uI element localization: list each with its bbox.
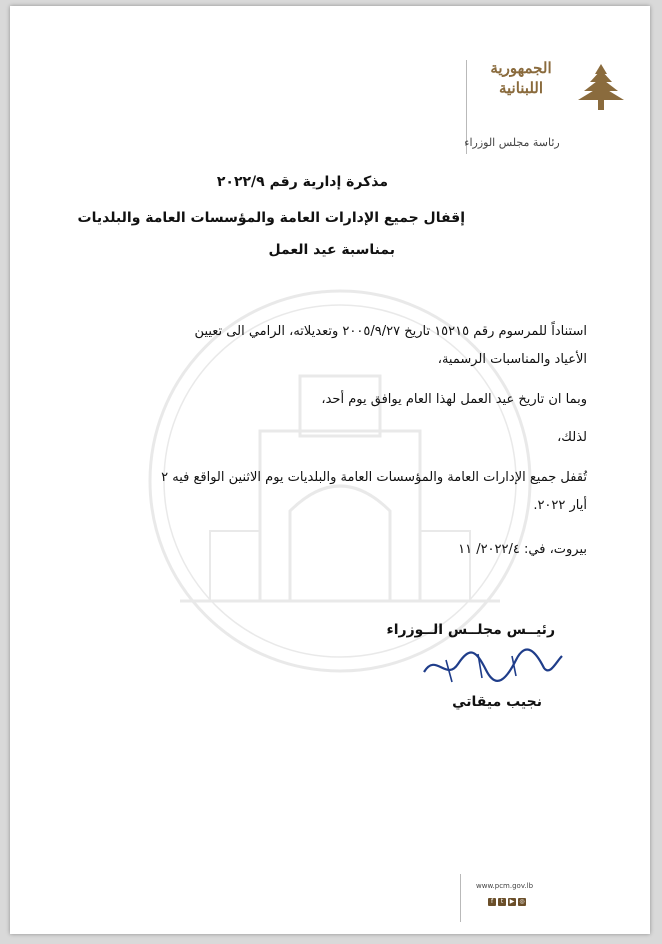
youtube-icon: ▶ — [509, 898, 515, 905]
twitter-icon: t — [498, 898, 506, 906]
republic-logo — [460, 50, 632, 160]
republic-title: الجمهورية اللبنانية — [490, 59, 552, 97]
body-paragraph1-line1: استناداً للمرسوم رقم ١٥٢١٥ تاريخ ٢٠٠٥/٩/٢٧ وتعديلاته، الرامي الى تعيين — [194, 324, 587, 339]
facebook-icon: f — [488, 898, 496, 906]
social-icons — [488, 898, 526, 906]
body-paragraph2: وبما ان تاريخ عيد العمل لهذا العام يوافق يوم أحد، — [321, 392, 587, 407]
signatory-name: نجيب ميقاتي — [452, 694, 542, 710]
date-line: بيروت، في: ٢٠٢٢/٤/ ١١ — [458, 542, 587, 557]
memo-number: مذكرة إدارية رقم ٢٠٢٢/٩ — [216, 174, 388, 190]
footer-divider — [460, 874, 461, 922]
memo-subject-line2: بمناسبة عيد العمل — [268, 242, 395, 258]
signatory-title: رئيــس مجلــس الــوزراء — [386, 622, 555, 638]
body-paragraph4-line2: أيار ٢٠٢٢. — [533, 498, 587, 513]
handwritten-signature — [416, 642, 566, 688]
body-paragraph4-line1: تُقفل جميع الإدارات العامة والمؤسسات العامة والبلديات يوم الاثنين الواقع فيه ٢ — [161, 470, 587, 485]
cedar-emblem-icon — [570, 58, 632, 120]
instagram-icon: ◎ — [519, 898, 525, 905]
document-page — [10, 6, 650, 934]
memo-subject-line1: إقفال جميع الإدارات العامة والمؤسسات العامة والبلديات — [77, 210, 465, 226]
office-name: رئاسة مجلس الوزراء — [464, 136, 560, 149]
website-url: www.pcm.gov.lb — [476, 882, 534, 890]
body-paragraph3: لذلك، — [557, 430, 587, 445]
body-paragraph1-line2: الأعياد والمناسبات الرسمية، — [437, 352, 587, 367]
